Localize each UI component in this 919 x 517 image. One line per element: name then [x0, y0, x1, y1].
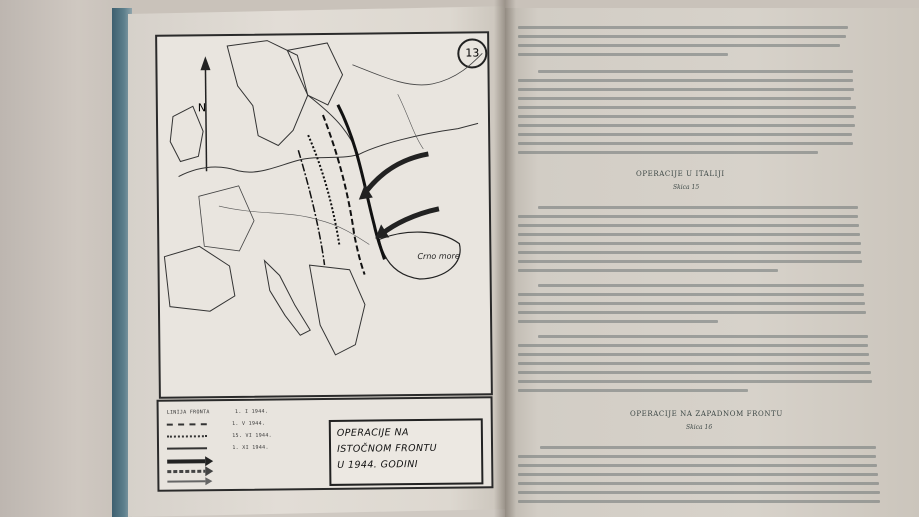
section-subheading: Skica 16 — [686, 424, 713, 431]
caption-line: ISTOČNOM FRONTU — [336, 442, 438, 455]
text-line — [538, 284, 864, 287]
section-heading: OPERACIJE NA ZAPADNOM FRONTU — [630, 410, 783, 418]
text-line — [518, 79, 853, 82]
text-line — [518, 44, 840, 47]
legend-arrows-icon — [165, 454, 315, 486]
text-line — [518, 371, 871, 374]
text-line — [518, 233, 860, 236]
legend-label: LINIJA FRONTA — [166, 409, 210, 416]
text-line — [518, 26, 848, 29]
table-background — [0, 0, 130, 517]
text-line — [518, 380, 872, 383]
legend-row — [167, 421, 265, 428]
text-line — [518, 260, 862, 263]
north-label: N — [197, 101, 207, 115]
text-line — [518, 500, 880, 503]
text-line — [518, 302, 865, 305]
text-line — [518, 464, 877, 467]
text-line — [518, 293, 864, 296]
text-line — [518, 133, 852, 136]
section-heading: OPERACIJE U ITALIJI — [636, 170, 725, 178]
black-sea-label: Crno more — [417, 251, 460, 262]
text-line — [518, 115, 854, 118]
text-line — [518, 320, 718, 323]
caption-line: U 1944. GODINI — [337, 459, 418, 471]
text-line — [518, 97, 851, 100]
legend-date: 1. V 1944. — [232, 420, 266, 427]
legend-row — [167, 433, 272, 440]
caption-line: OPERACIJE NA — [336, 427, 409, 439]
legend-date: 1. I 1944. — [234, 408, 269, 415]
text-line — [518, 473, 878, 476]
map-drawing — [157, 33, 491, 396]
text-line — [518, 224, 859, 227]
text-line — [518, 35, 846, 38]
legend-date: 15. VI 1944. — [232, 432, 272, 439]
legend-line-icon — [167, 447, 207, 449]
text-line — [518, 455, 876, 458]
text-line — [538, 70, 853, 73]
text-line — [518, 344, 868, 347]
text-line — [518, 142, 853, 145]
section-subheading: Skica 15 — [673, 184, 700, 191]
legend-line-icon — [167, 435, 207, 437]
text-line — [518, 215, 858, 218]
text-line — [518, 491, 880, 494]
text-line — [538, 206, 858, 209]
text-line — [518, 482, 879, 485]
page-number: 13 — [457, 38, 487, 68]
text-line — [518, 389, 748, 392]
text-line — [518, 242, 861, 245]
legend-row — [167, 445, 269, 452]
text-line — [540, 446, 876, 449]
text-line — [518, 106, 856, 109]
text-line — [518, 269, 778, 272]
text-line — [518, 251, 861, 254]
text-line — [518, 362, 870, 365]
text-line — [518, 151, 818, 154]
text-line — [518, 353, 869, 356]
text-line — [518, 124, 855, 127]
text-line — [518, 311, 866, 314]
legend-row — [167, 409, 269, 416]
map — [155, 31, 493, 398]
text-line — [518, 53, 728, 56]
legend-line-icon — [167, 423, 207, 425]
text-line — [518, 88, 854, 91]
map-legend — [157, 396, 494, 492]
legend-date: 1. XI 1944. — [232, 444, 269, 451]
map-caption — [329, 418, 484, 486]
text-line — [538, 335, 868, 338]
book-gutter — [494, 0, 516, 517]
